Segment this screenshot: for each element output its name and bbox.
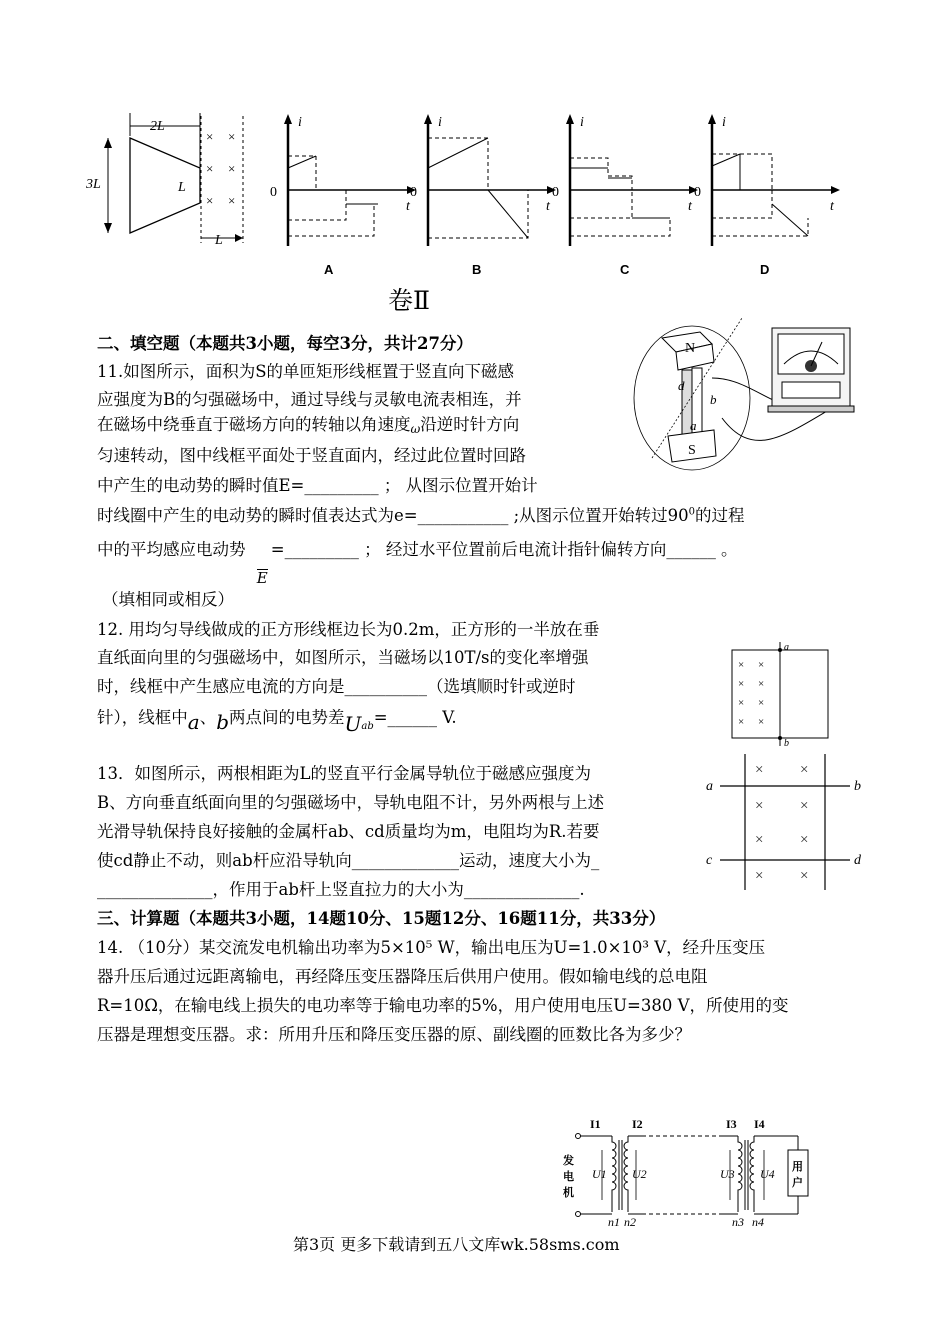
svg-text:U4: U4 <box>760 1167 775 1181</box>
svg-text:0: 0 <box>410 185 417 200</box>
trapezoid-loop-diagram <box>85 113 243 248</box>
section3-heading: 三、计算题（本题共3小题，14题10分、15题12分、16题11分，共33分） <box>97 909 666 928</box>
svg-text:×: × <box>755 868 764 884</box>
q11-fill-note: （填相同或相反） <box>102 590 234 609</box>
q13-line-5: ______________，作用于ab杆上竖直拉力的大小为______________. <box>97 880 585 899</box>
top-figure <box>80 108 860 278</box>
u-symbol: U <box>344 712 362 736</box>
q14-line-2: 器升压后通过远距离输电，再经降压变压器降压后供用户使用。假如输电线的总电阻 <box>97 967 708 986</box>
option-label-B: B <box>472 262 482 277</box>
q12-square-loop-figure <box>728 642 838 752</box>
point-a-label: a <box>187 710 200 734</box>
dim-2L: 2L <box>150 119 165 134</box>
svg-text:S: S <box>688 443 696 458</box>
q13-rails-figure <box>700 754 870 894</box>
q13-line-3: 光滑导轨保持良好接触的金属杆ab、cd质量均为m，电阻均为R.若要 <box>97 822 600 841</box>
q14-line-3: R=10Ω，在输电线上损失的电功率等于输电功率的5%，用户使用电压U=380 V，所使用的变 <box>97 996 789 1015</box>
q13-line-2: B、方向垂直纸面向里的匀强磁场中，导轨电阻不计，另外两根与上述 <box>97 793 605 812</box>
svg-text:I2: I2 <box>632 1117 643 1131</box>
q11-line-6 <box>97 502 745 526</box>
svg-text:U1: U1 <box>592 1167 607 1181</box>
svg-text:×: × <box>800 798 809 814</box>
svg-text:用: 用 <box>792 1161 803 1173</box>
volume-title: 卷Ⅱ <box>388 286 430 315</box>
q11-line-3 <box>97 411 519 436</box>
svg-text:×: × <box>738 697 745 709</box>
q12-line-4-text: 针），线框中 <box>97 708 188 727</box>
q11-line-5: 中产生的电动势的瞬时值E=_________ ； 从图示位置开始计 <box>97 476 538 495</box>
q12-line-3: 时，线框中产生感应电流的方向是__________（选填顺时针或逆时 <box>97 677 576 696</box>
svg-text:i: i <box>722 115 726 130</box>
dim-3L: 3L <box>86 177 101 192</box>
svg-text:U3: U3 <box>720 1167 735 1181</box>
svg-text:×: × <box>206 193 214 208</box>
graph-D <box>694 114 840 246</box>
q11-line-6-tail: 的过程 <box>695 506 745 525</box>
svg-text:I4: I4 <box>754 1117 765 1131</box>
svg-text:c: c <box>706 853 713 868</box>
q12-line-4 <box>97 704 457 736</box>
svg-text:×: × <box>758 716 765 728</box>
q11-line-2: 应强度为B的匀强磁场中，通过导线与灵敏电流表相连，并 <box>97 390 522 409</box>
svg-text:0: 0 <box>270 185 277 200</box>
option-label-C: C <box>620 262 630 277</box>
q12-line-2: 直纸面向里的匀强磁场中，如图所示，当磁场以10T/s的变化率增强 <box>97 648 589 667</box>
graph-A <box>270 114 416 246</box>
section2-heading: 二、填空题（本题共3小题，每空3分，共计27分） <box>97 334 473 353</box>
svg-text:户: 户 <box>792 1177 803 1189</box>
svg-text:a: a <box>690 418 697 433</box>
dim-L-bottom: L <box>215 233 223 248</box>
svg-text:×: × <box>228 161 236 176</box>
q14-line-4: 压器是理想变压器。求：所用升压和降压变压器的原、副线圈的匝数比各为多少？ <box>97 1025 691 1044</box>
svg-text:0: 0 <box>552 185 559 200</box>
svg-text:n3: n3 <box>732 1215 744 1229</box>
q11-line-7-text: 中的平均感应电动势 <box>97 540 246 559</box>
graph-C <box>552 114 698 246</box>
q11-line-7: 中的平均感应电动势 E =_________ ； 经过水平位置前后电流计指针偏转方向______ 。 <box>97 540 738 587</box>
svg-text:机: 机 <box>563 1187 574 1199</box>
q11-line-4: 匀速转动，图中线框平面处于竖直面内，经过此位置时回路 <box>97 446 526 465</box>
svg-text:×: × <box>738 716 745 728</box>
point-b-label: b <box>216 710 229 734</box>
q11-line-3-text: 在磁场中绕垂直于磁场方向的转轴以角速度 <box>97 415 411 434</box>
svg-text:t: t <box>688 199 692 214</box>
svg-text:×: × <box>758 659 765 671</box>
option-label-A: A <box>324 262 334 277</box>
svg-text:d: d <box>678 378 685 393</box>
svg-text:×: × <box>206 161 214 176</box>
graph-B <box>410 114 556 246</box>
svg-text:×: × <box>758 678 765 690</box>
svg-text:×: × <box>228 129 236 144</box>
svg-text:U2: U2 <box>632 1167 647 1181</box>
svg-text:I1: I1 <box>590 1117 601 1131</box>
svg-text:b: b <box>784 738 789 749</box>
svg-text:a: a <box>784 642 789 653</box>
q12-tail: =______ V. <box>373 708 457 727</box>
q11-generator-figure <box>632 318 862 478</box>
q11-line-1: 11.如图所示，面积为S的单匝矩形线框置于竖直向下磁感 <box>97 362 515 381</box>
svg-text:a: a <box>706 779 713 794</box>
dim-L-inside: L <box>178 180 186 195</box>
svg-text:n4: n4 <box>752 1215 764 1229</box>
svg-text:t: t <box>406 199 410 214</box>
svg-text:i: i <box>580 115 584 130</box>
svg-text:t: t <box>546 199 550 214</box>
q11-line-6-text: 时线圈中产生的电动势的瞬时值表达式为e=___________ ;从图示位置开始转过90 <box>97 506 689 525</box>
svg-text:×: × <box>800 762 809 778</box>
svg-text:0: 0 <box>694 185 701 200</box>
q12-mid: 两点间的电势差 <box>229 708 345 727</box>
q11-line-3-tail: 沿逆时针方向 <box>420 415 520 434</box>
svg-text:×: × <box>758 697 765 709</box>
q12-separator: 、 <box>199 708 217 727</box>
q13-line-1: 13．如图所示，两根相距为L的竖直平行金属导轨位于磁感应强度为 <box>97 764 591 783</box>
svg-text:d: d <box>854 853 861 868</box>
option-label-D: D <box>760 262 770 277</box>
svg-text:×: × <box>738 659 745 671</box>
svg-text:电: 电 <box>563 1171 574 1183</box>
q13-line-4: 使cd静止不动，则ab杆应沿导轨向_____________运动，速度大小为_ <box>97 851 600 870</box>
svg-text:×: × <box>800 868 809 884</box>
svg-text:×: × <box>228 193 236 208</box>
q14-line-1: 14. （10分）某交流发电机输出功率为5×10⁵ W，输出电压为U=1.0×10³ V，经升压变压 <box>97 938 766 957</box>
svg-text:b: b <box>710 392 717 407</box>
svg-text:×: × <box>206 129 214 144</box>
omega-symbol: ω <box>410 422 421 436</box>
svg-text:t: t <box>830 199 834 214</box>
svg-text:n1: n1 <box>608 1215 620 1229</box>
svg-text:i: i <box>298 115 302 130</box>
svg-text:i: i <box>438 115 442 130</box>
svg-text:I3: I3 <box>726 1117 737 1131</box>
svg-text:×: × <box>755 798 764 814</box>
svg-text:×: × <box>755 762 764 778</box>
u-subscript: ab <box>361 721 374 733</box>
svg-text:×: × <box>738 678 745 690</box>
degree-superscript: 0 <box>688 506 696 518</box>
svg-text:n2: n2 <box>624 1215 636 1229</box>
svg-text:发: 发 <box>563 1155 574 1167</box>
page-footer: 第3页 更多下载请到五八文库wk.58sms.com <box>293 1235 620 1254</box>
q11-line-7-tail: =_________ ； 经过水平位置前后电流计指针偏转方向______ 。 <box>270 540 738 559</box>
svg-text:b: b <box>854 779 861 794</box>
q12-line-1: 12. 用均匀导线做成的正方形线框边长为0.2m，正方形的一半放在垂 <box>97 620 600 639</box>
svg-text:×: × <box>755 832 764 848</box>
q14-transmission-circuit <box>562 1110 822 1230</box>
svg-text:×: × <box>800 832 809 848</box>
svg-text:N: N <box>685 341 696 356</box>
